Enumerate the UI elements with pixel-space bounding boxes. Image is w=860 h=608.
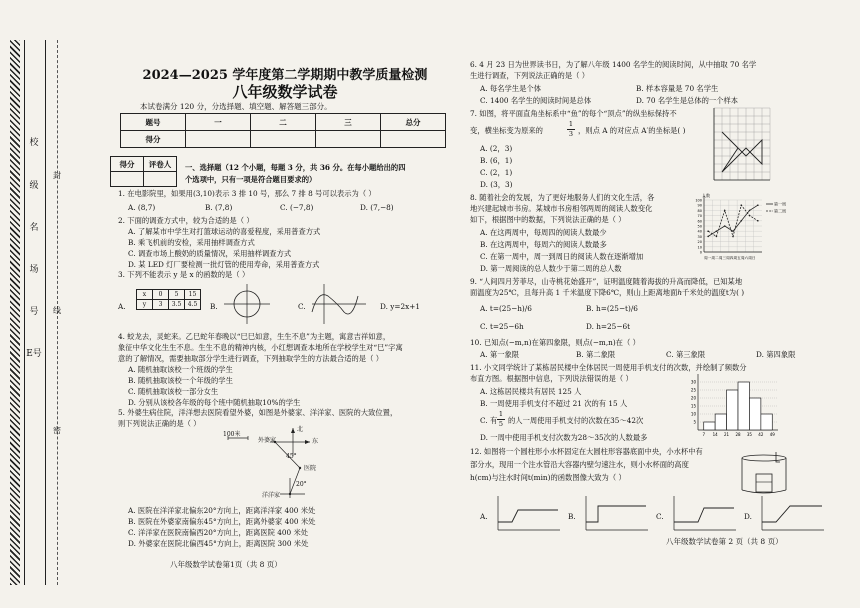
q9-option-b[interactable]: B. h=(25−t)/6 [586,304,638,313]
y-tick-label: 60 [697,219,702,224]
q11-option-c-rest: 的人一周使用手机支付的次数在35～42次 [508,416,644,425]
q2-option-b[interactable]: B. 乘飞机前的安检，采用抽样调查方式 [128,238,255,247]
q6-option-d[interactable]: D. 70 名学生是总体的一个样本 [636,96,739,105]
binding-label-exam-no: E号 [26,349,42,359]
q1-option-b[interactable]: B. (7,8) [205,203,233,212]
q4-line-1: 4. 蛟龙去，灵蛇来。乙巳蛇年春晚以“巳巳如意，生生不息”为主题，寓意吉祥如意， [118,332,391,341]
series-point [716,230,718,232]
q8-option-c[interactable]: C. 在第一周中，周一到周日的阅读人数在逐渐增加 [480,252,644,261]
x-axis-caption: 周一周二周三周四周五周六周日 [704,256,756,260]
q5-line-2: 则下列说法正确的是（ ） [118,419,201,428]
q2-option-a[interactable]: A. 了解某市中学生对打篮球运动的喜爱程度，采用普查方式 [128,227,321,236]
q7-line-1: 7. 如图，将平面直角坐标系中“鱼”的每个“顶点”的纵坐标保持不 [470,109,677,118]
q8-line-1: 8. 随着社会的发展，为了更好地服务人们的文化生活，各 [470,193,655,202]
exam-intro: 本试卷满分 120 分，分选择题、填空题、解答题三部分。 [140,102,332,111]
binding-label-room: 场 [29,265,39,275]
y-tick-label: 10 [690,411,696,417]
q10-option-d[interactable]: D. 第四象限 [756,350,796,359]
q4-option-b[interactable]: B. 随机抽取该校一个年级的学生 [128,376,233,385]
q12-line-3: h(cm)与注水时间t(min)的函数图像大致为（ ） [470,473,626,482]
y-tick-label: 40 [697,229,702,234]
q3-table-cell: 0 [153,290,169,300]
q11-option-b[interactable]: B. 一周使用手机支付不超过 21 次的有 15 人 [480,399,628,408]
q7-line-2: 变，横坐标变为原来的 [470,126,543,135]
q5-label-yang-home: 洋洋家 [262,492,281,499]
q11-option-a[interactable]: A. 这栋居民楼共有居民 125 人 [480,387,582,396]
q5-label-hospital: 医院 [304,465,317,472]
x-tick-label: 49 [769,432,775,437]
q3-table-cell: 3.5 [169,300,185,310]
q7-line-3: ，则点 A 的对应点 A′的坐标是( ) [578,126,686,135]
q10-option-c[interactable]: C. 第三象限 [666,350,706,359]
histogram-bar [761,414,772,430]
q3-table-cell: 4.5 [185,300,201,310]
q5-label-east: 东 [312,438,319,445]
q3-label-a[interactable]: A. [118,302,126,311]
q6-option-a[interactable]: A. 每名学生是个体 [480,84,541,93]
binding-hatch [10,40,20,585]
y-tick-label: 80 [697,208,702,213]
x-tick-label: 7 [702,432,705,437]
series-point [724,225,726,227]
grader-name-label: 评卷人 [144,157,177,172]
q3-table-cell: 3 [153,300,169,310]
q2-option-d[interactable]: D. 某 LED 灯厂要检测一批灯管的使用寿命，采用普查方式 [128,260,320,269]
q5-option-a[interactable]: A. 医院在洋洋家北偏东20°方向上，距离洋洋家 400 米处 [128,506,316,515]
q7-fraction-den: 3 [568,130,574,138]
q5-label-north: 北 [297,426,304,433]
q1-stem: 1. 在电影院里，如果用(3,10)表示 3 排 10 号，那么 7 排 8 号可以表示为（ ） [118,189,376,198]
q3-table-cell: 5 [169,290,185,300]
q12-label-c[interactable]: C. [656,512,664,521]
y-tick-label: 5 [693,419,696,425]
q1-option-c[interactable]: C. (−7,8) [280,203,314,212]
q3-table-cell: y [137,300,153,310]
q6-option-b[interactable]: B. 样本容量是 70 名学生 [636,84,719,93]
series-point [740,204,742,206]
q3-table-cell: x [137,290,153,300]
score-table [120,113,446,148]
score-header: 一 [186,114,251,131]
series-point [707,236,709,238]
series-point [707,230,709,232]
q4-option-c[interactable]: C. 随机抽取该校一部分女生 [128,387,219,396]
q5-scale-label: 100米 [223,431,241,438]
q7-fish-grid [710,104,772,186]
x-tick-label: 28 [735,432,741,437]
q8-line-2: 地兴建起城市书房。某城市书房相邻两周的阅读人数变化 [470,204,653,213]
q12-graph-b [580,492,652,534]
q11-fraction-num: 1 [498,410,504,418]
q11-option-d[interactable]: D. 一周中使用手机支付次数为28～35次的人数最多 [480,433,648,442]
q3-stem: 3. 下列不能表示 y 是 x 的函数的是（ ） [118,270,250,279]
q12-label-a[interactable]: A. [480,512,488,521]
score-cell[interactable] [316,131,381,148]
q3-table-cell: 15 [185,290,201,300]
y-tick-label: 20 [690,395,696,401]
series-point [749,215,751,217]
q7-option-d[interactable]: D. (3，3) [480,180,513,189]
q11-option-c[interactable]: C. 有 [480,416,498,425]
seal-char: 封 [53,171,61,180]
binding-label-name: 名 [29,223,39,233]
q5-label-45: 45° [286,453,297,460]
series-point [732,230,734,232]
q5-option-c[interactable]: C. 洋洋家在医院南偏西20°方向上，距离医院 400 米处 [128,528,309,537]
q6-line-2: 生进行调查，下列说法正确的是（ ） [470,71,590,80]
q9-line-2: 面温度为25℃，且每升高 1 千米温度下降6℃，则山上距离地面ℎ千米处的温度t为( ) [470,288,745,297]
y-tick-label: 30 [690,379,696,385]
x-tick-label: 35 [746,432,752,437]
series-point [757,204,759,206]
grader-table [110,156,177,187]
q12-graph-d [756,492,828,534]
y-tick-label: 50 [697,224,702,229]
score-cell[interactable] [186,131,251,148]
q7-fraction-num: 1 [568,120,574,128]
y-tick-label: 25 [690,387,696,393]
score-cell[interactable] [381,131,446,148]
y-tick-label: 20 [697,240,702,245]
seal-char: 密 [53,426,61,435]
q4-line-3: 意的了解情况，需要抽取部分学生进行调查，下列抽取学生的方法最合适的是（ ） [118,354,384,363]
q11-fraction-den: 5 [498,420,504,428]
x-tick-label: 14 [712,432,718,437]
y-tick-label: 100 [695,198,702,203]
q8-option-b[interactable]: B. 在这两周中，每周六的阅读人数最多 [480,240,607,249]
score-cell[interactable] [251,131,316,148]
grader-cell[interactable] [111,172,144,187]
page-footer-right: 八年级数学试卷第 2 页（共 8 页） [666,537,783,546]
q11-line-1: 11. 小文同学统计了某栋居民楼中全体居民一周使用手机支付的次数，并绘制了频数分 [470,363,747,372]
q3-sine-graph [310,282,368,326]
histogram-bar [704,422,715,430]
q5-line-1: 5. 外婆生病住院，洋洋想去医院看望外婆，如图是外婆家、洋洋家、医院的大致位置， [118,408,398,417]
score-header: 总分 [381,114,446,131]
q9-line-1: 9. “人间四月芳菲尽，山寺桃花始盛开”，证明温度随着海拔的升高而降低，已知某地 [470,277,743,286]
section1-heading-cont: 个选项中，只有一项是符合题目要求的） [185,175,317,184]
score-header: 二 [251,114,316,131]
score-row-label: 得分 [121,131,186,148]
q6-option-c[interactable]: C. 1400 名学生的阅读时间是总体 [480,96,592,105]
q7-option-c[interactable]: C. (2，1) [480,168,513,177]
q12-graph-c [668,492,740,534]
histogram-bar [715,414,726,430]
q9-option-c[interactable]: C. t=25−6h [480,322,524,331]
q12-label-d[interactable]: D. [744,512,752,521]
histogram-bar [749,398,760,430]
grader-cell[interactable] [144,172,177,187]
legend-entry: 第二周 [774,208,786,214]
series-point [749,210,751,212]
q3-label-d[interactable]: D. y=2x+1 [380,302,420,311]
q10-option-b[interactable]: B. 第二象限 [576,350,616,359]
y-tick-label: 0 [699,250,702,255]
binding-label-seat: 号 [29,307,39,317]
y-axis-unit: 人数 [702,193,710,198]
score-header: 三 [316,114,381,131]
q8-option-d[interactable]: D. 第一周阅读的总人数少于第二周的总人数 [480,264,622,273]
binding-label-grade: 级 [29,181,39,191]
q11-payments-histogram [686,370,786,442]
q12-graph-a [492,492,564,534]
q6-line-1: 6. 4 月 23 日为世界读书日，为了解八年级 1400 名学生的阅读时间，从中抽取 70 名学 [470,60,757,69]
histogram-bar [738,382,749,430]
series-point [757,220,759,222]
y-tick-label: 30 [697,234,702,239]
page-footer-left: 八年级数学试卷第1页（共 8 页） [170,560,282,569]
section1-heading: 一、选择题（12 个小题，每题 3 分，共 36 分。在每小题给出的四 [185,163,406,172]
q2-option-c[interactable]: C. 调查市场上酸奶的质量情况，采用抽样调查方式 [128,249,292,258]
histogram-bar [727,390,738,430]
q9-option-d[interactable]: D. h=25−6t [586,322,631,331]
series-point [732,236,734,238]
q12-label-b[interactable]: B. [568,512,576,521]
score-header: 题号 [121,114,186,131]
series-point [724,210,726,212]
y-tick-label: 10 [697,245,702,250]
binding-label-school: 校 [29,138,39,148]
exam-title: 2024—2025 学年度第二学期期中教学质量检测 [142,68,428,83]
q5-option-b[interactable]: B. 医院在外婆家南偏东45°方向上，距离外婆家 400 米处 [128,517,316,526]
seal-char: 线 [53,306,61,315]
q12-line-2: 部分水，现用一个注水管沿大容器内壁匀速注水，则小水杯面的高度 [470,460,689,469]
q2-stem: 2. 下面的调查方式中，较为合适的是（ ） [118,216,254,225]
q12-container-figure [736,452,792,496]
q11-line-2: 布直方图。根据图中信息，下列说法错误的是（ ） [470,374,633,383]
q8-line-3: 如下，根据图中的数据，下列说法正确的是（ ） [470,215,626,224]
legend-entry: 第一周 [774,201,786,207]
q1-option-d[interactable]: D. (7,−8) [360,203,394,212]
q12-line-1: 12. 如图将一个圆柱形小水杯固定在大圆柱形容器底面中央，小水杯中有 [470,447,703,456]
q7-option-a[interactable]: A. (2，3) [480,144,513,153]
q9-option-a[interactable]: A. t=(25−h)/6 [480,304,532,313]
q8-option-a[interactable]: A. 在这两周中，每周四的阅读人数最少 [480,228,607,237]
q7-option-b[interactable]: B. (6，1) [480,156,513,165]
q4-option-a[interactable]: A. 随机抽取该校一个班级的学生 [128,365,233,374]
q4-option-d[interactable]: D. 分别从该校各年级的每个班中随机抽取10%的学生 [128,398,301,407]
q3-label-c[interactable]: C. [298,302,306,311]
q3-label-b[interactable]: B. [210,302,218,311]
q10-stem: 10. 已知点(−m,n)在第四象限，则点(−m,n)在（ ） [470,338,640,347]
grader-score-label: 得分 [111,157,144,172]
series-point [740,220,742,222]
q5-label-grandma-home: 外婆家 [258,437,277,444]
q10-option-a[interactable]: A. 第一象限 [480,350,520,359]
q1-option-a[interactable]: A. (8,7) [128,203,156,212]
q5-option-d[interactable]: D. 外婆家在医院北偏西45°方向上，距离医院 300 米处 [128,539,309,548]
q5-label-20: 20° [296,481,307,488]
q8-readers-line-chart [690,192,790,264]
exam-subtitle: 八年级数学试卷 [232,83,338,101]
y-tick-label: 70 [697,214,702,219]
q3-function-table [136,289,201,310]
x-tick-label: 21 [724,432,730,437]
q4-line-2: 象征中华文化生生不息。生生不息的精神内核，小红想调查本地所在学校学生对“巳”字寓 [118,343,403,352]
x-tick-label: 42 [758,432,764,437]
q3-circle-graph [222,282,272,326]
y-tick-label: 90 [697,203,702,208]
y-tick-label: 15 [690,403,696,409]
series-point [716,236,718,238]
